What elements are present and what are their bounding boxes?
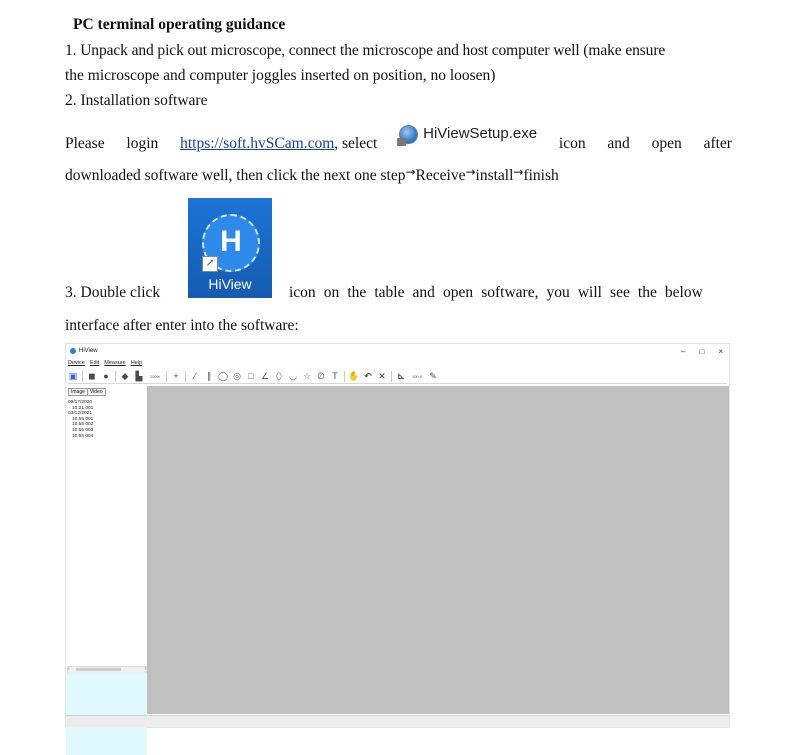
hiview-app-screenshot — [65, 343, 730, 728]
tree-file[interactable]: 10:21 001 — [72, 405, 94, 411]
scroll-thumb[interactable] — [76, 668, 121, 671]
word-after: after — [703, 135, 732, 152]
shortcut-arrow-icon: ↗ — [202, 256, 218, 272]
installer-globe-icon — [399, 125, 418, 144]
step-install: install — [475, 167, 514, 184]
settings-icon[interactable]: ◆ — [121, 370, 129, 381]
step3-line2: interface after enter into the software: — [65, 317, 299, 334]
toolbar-separator — [185, 371, 186, 382]
menu-measure[interactable]: Measure — [104, 360, 126, 366]
toolbar-separator — [166, 371, 167, 382]
menu-edit[interactable]: Edit — [89, 360, 100, 366]
app-logo-icon — [70, 348, 76, 354]
status-bar — [66, 715, 729, 727]
step2-text: downloaded software well, then click the next one step — [65, 167, 406, 184]
word-open: open — [651, 135, 682, 152]
step-finish: finish — [523, 167, 559, 184]
cross-icon[interactable]: + — [173, 371, 179, 381]
scroll-left-icon[interactable]: ‹ — [68, 666, 70, 672]
toolbar-separator — [344, 371, 345, 382]
app-titlebar — [70, 348, 98, 354]
thumbnail-preview — [66, 673, 147, 755]
rectangle-tool-icon[interactable]: □ — [248, 371, 254, 381]
record-icon[interactable]: ◼ — [88, 370, 96, 381]
step3-tail: icon on the table and open software, you will see the below — [289, 284, 703, 301]
toolbar-separator — [82, 371, 83, 382]
hiview-app-icon — [188, 198, 272, 298]
toolbar-separator — [391, 371, 392, 382]
hand-tool-icon[interactable]: ✋ — [348, 370, 360, 381]
step-receive: Receive — [415, 167, 466, 184]
tree-file[interactable]: 10:55 002 — [72, 422, 94, 428]
url-with-select — [180, 134, 377, 154]
freehand-tool-icon[interactable]: ∅ — [317, 370, 325, 381]
zoom-value[interactable]: 100% — [149, 373, 161, 379]
file-browser-panel — [66, 386, 148, 714]
tree-folder[interactable]: 09/17/2020 — [68, 400, 93, 405]
setup-file-name: HiViewSetup.exe — [423, 125, 538, 142]
arrow-icon: → — [513, 165, 524, 179]
capture-icon[interactable]: ▣ — [68, 370, 78, 381]
delete-icon[interactable]: ✕ — [378, 370, 386, 381]
undo-icon[interactable]: ↶ — [364, 370, 372, 381]
angle-tool-icon[interactable]: ∠ — [260, 370, 270, 381]
word-icon: icon — [558, 135, 586, 152]
tree-file[interactable]: 10:55 003 — [72, 427, 94, 433]
page-title: PC terminal operating guidance — [73, 16, 286, 33]
line-tool-icon[interactable]: ⁄ — [194, 371, 196, 381]
hiview-icon-label: HiView — [208, 276, 252, 292]
maximize-icon[interactable]: □ — [699, 347, 705, 356]
toolbar — [68, 369, 727, 384]
scale-icon[interactable]: ⊾ — [397, 370, 405, 381]
arrow-icon: → — [465, 165, 476, 179]
toolbar-separator — [115, 371, 116, 382]
menu-device[interactable]: Device — [68, 360, 85, 366]
step3-part2 — [289, 283, 732, 303]
tree-file[interactable]: 10:55 001 — [72, 416, 94, 422]
tab-video[interactable]: Video — [87, 388, 106, 396]
arc-tool-icon[interactable]: ◡ — [289, 370, 297, 381]
file-tree — [68, 400, 93, 439]
menu-bar — [68, 360, 142, 366]
word-select: , select — [334, 135, 378, 152]
tree-folder[interactable]: 03/12/2021 — [68, 411, 93, 417]
parallel-tool-icon[interactable]: ∥ — [206, 370, 212, 381]
word-please: Please — [65, 135, 105, 152]
hiview-logo-glyph: H — [220, 225, 242, 258]
step3-part1: 3. Double click — [65, 284, 161, 301]
scale-value[interactable]: 100.0 — [411, 373, 422, 379]
step1-line2: the microscope and computer joggles inserted on position, no loosen) — [65, 67, 496, 84]
zoom-icon[interactable]: ▙ — [135, 370, 143, 381]
text-tool-icon[interactable]: T — [332, 371, 338, 381]
tab-image[interactable]: Image — [68, 388, 88, 396]
app-window-title: HiView — [79, 348, 98, 354]
step1-line1: 1. Unpack and pick out microscope, connect the microscope and host computer well (make ensure — [65, 42, 666, 59]
image-canvas[interactable] — [148, 386, 729, 714]
snapshot-icon[interactable]: ● — [103, 371, 109, 381]
ellipse-tool-icon[interactable]: ⬯ — [276, 370, 282, 381]
pen-icon[interactable]: ✎ — [429, 370, 437, 381]
scroll-right-icon[interactable]: › — [144, 666, 146, 672]
step2-line1 — [65, 125, 732, 154]
setup-file-icon — [399, 124, 537, 144]
arrow-icon: → — [405, 165, 416, 179]
tree-file[interactable]: 10:55 004 — [72, 433, 94, 439]
polygon-tool-icon[interactable]: ☆ — [302, 370, 312, 381]
download-link[interactable]: https://soft.hvSCam.com — [180, 135, 335, 152]
close-icon[interactable]: × — [718, 347, 723, 356]
word-and: and — [607, 135, 630, 152]
window-controls — [681, 347, 723, 356]
menu-help[interactable]: Help — [130, 360, 143, 366]
panel-tabs — [68, 388, 105, 396]
minimize-icon[interactable]: – — [681, 347, 686, 356]
circle-tool-icon[interactable]: ◯ — [217, 370, 229, 381]
step2-title: 2. Installation software — [65, 92, 208, 109]
word-login: login — [126, 135, 159, 152]
concentric-tool-icon[interactable]: ◎ — [233, 370, 241, 381]
step2-line2 — [65, 166, 559, 186]
